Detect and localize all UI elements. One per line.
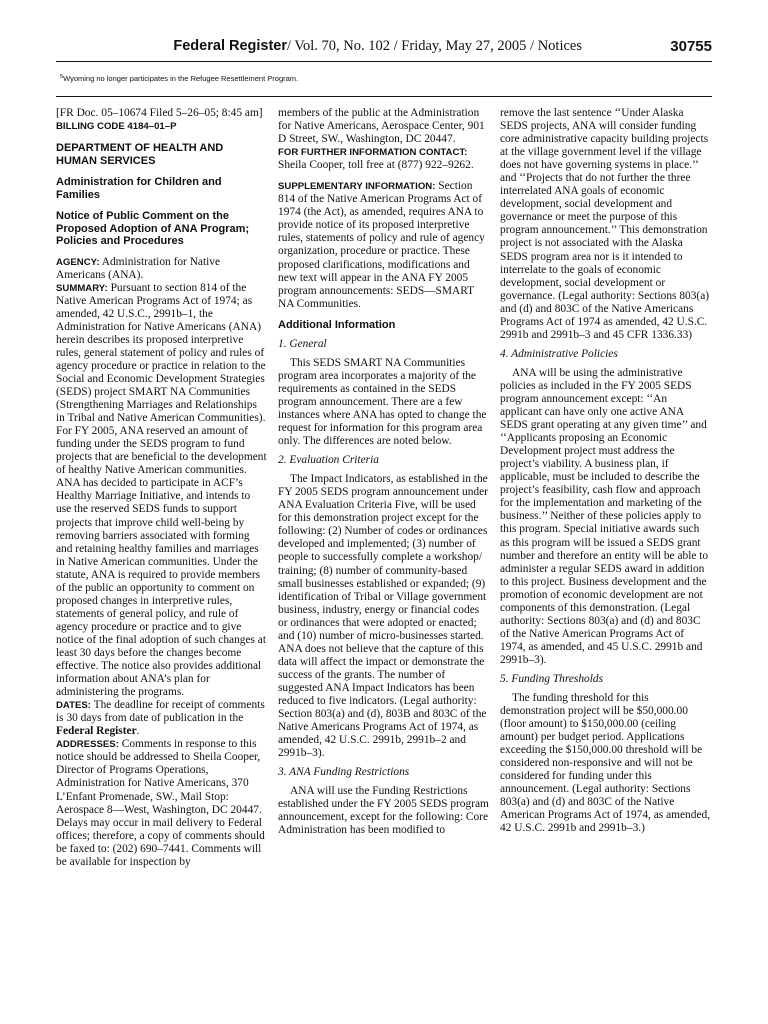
dates-federal-register: Federal Register	[56, 725, 137, 738]
addresses-text: Comments in response to this notice should be addressed to Sheila Cooper, Director of Programs Operations, Administration for Native Americans, 370 L’Enfant Promenade, SW., Mail Stop: Aerospace 8—West, Washington, DC 20447. Delays may occur in mail delivery to Federal offices; therefore, a copy of comments should be faxed to: (202) 690–7441. Comments will be available for inspection by	[56, 738, 265, 868]
dates-label: DATES:	[56, 700, 91, 712]
dates-end: .	[136, 725, 140, 738]
addresses-paragraph	[56, 738, 267, 868]
supplementary-paragraph	[278, 180, 489, 310]
agency-heading: Administration for Children and Families	[56, 176, 222, 201]
section-4-text: ANA will be using the administrative policies as included in the FY 2005 SEDS program announcement except: ‘‘An applicant can have only one active ANA SEDS grant operating at any given time’’ and ‘‘Applicants proposing an Economic Development project must address the project’s viability. A business plan, if applicable, must be included to describe the project’s feasibility, cash flow and approach for the implementation and marketing of the business.’’ Neither of these policies apply to this program. Special initiative awards such as this program will be issued a SEDS grant number and therefore an entity will be able to administer a regular SEDS award in addition to this project. Business development and the promotion of economic development are not components of this demonstration. (Legal authority: Sections 803(a) and (d) and 803C of the Native American Programs Act of 1974, as amended, and 45 U.S.C. 2991b and 2991b–3).	[500, 366, 709, 666]
addresses-label: ADDRESSES:	[56, 739, 119, 751]
section-1-heading: 1. General	[278, 337, 327, 350]
footnote-text: Wyoming no longer participates in the Refugee Resettlement Program.	[63, 74, 299, 83]
header-citation	[56, 38, 582, 55]
issue-meta: / Vol. 70, No. 102 / Friday, May 27, 2005 / Notices	[287, 38, 582, 54]
header-rule	[56, 61, 712, 62]
agency-text: Administration for Native Americans (ANA).	[56, 255, 221, 281]
summary-paragraph	[56, 282, 267, 700]
dates-text: The deadline for receipt of comments is 30 days from date of publication in the	[56, 699, 265, 725]
agency-label: AGENCY:	[56, 256, 100, 268]
section-5-heading: 5. Funding Thresholds	[500, 672, 604, 685]
section-1-text: This SEDS SMART NA Communities program area incorporates a majority of the requirements as contained in the SEDS program announcement. There are a few instances where ANA has opted to change the request for information for this program area only. The differences are noted below.	[278, 356, 487, 448]
footnote-rule	[56, 96, 712, 97]
section-2-text: The Impact Indicators, as established in the FY 2005 SEDS program announcement under ANA Evaluation Criteria Five, will be used for this demonstration project except for the following: (2) Number of codes or ordinances developed and implemented; (3) number of people to successfully complete a workshop/ training; (8) number of community-based small businesses established or expanded; (9) identification of Tribal or Village government business, industry, energy or financial codes or ordinances that were adopted or enacted; and (10) number of micro-businesses started. ANA does not believe that the capture of this data will affect the impact or demonstrate the success of the grants. The number of suggested ANA Impact Indicators has been reduced to five indicators. (Legal authority: Section 803(a) and (d), 803B and 803C of the Native Americans Programs Act of 1974, as amended, 42 U.S.C. 2991b, 2991b–2 and 2991b–3).	[278, 473, 488, 760]
section-5-text: The funding threshold for this demonstration project will be $50,000.00 (floor amount) to $150,000.00 (ceiling amount) per budget period. Applications exceeding the $150,000.00 threshold will be considered non-responsive and will not be considered for funding under this announcement. (Legal authority: Sections 803(a) and (d) and 803C of the Native American Programs Act of 1974, as amended, 42 U.S.C. 2991b and 2991b–3.)	[500, 692, 711, 835]
section-4-heading: 4. Administrative Policies	[500, 347, 618, 360]
summary-text: Pursuant to section 814 of the Native American Programs Act of 1974; as amended, 42 U.S.C., 2991b–1, the Administration for Native Americans (ANA) herein describes its proposed interpretive rules, general statement of policy and rules of agency procedure or practice in relation to the Social and Economic Development Strategies (SEDS) project SMART NA Communities (Strengthening Marriages and Relationships in Tribal and Native American Communities). For FY 2005, ANA reserved an amount of funding under the SEDS program to fund projects that are beneficial to the development of healthy Native American communities. ANA has decided to participate in ACF’s Healthy Marriage Initiative, and intends to use the reserved SEDS funds to support projects that improve child well-being by removing barriers associated with forming and retaining healthy families and marriages in Native American communities. Under the statute, ANA is required to provide members of the public an opportunity to comment on proposed changes in interpretive rules, statements of general policy, and rule of agency procedure or practice and to give notice of the final adoption of such changes at least 30 days before the changes become effective. The notice also provides additional information about ANA’s plan for administering the programs.	[56, 281, 267, 699]
summary-label: SUMMARY:	[56, 282, 108, 294]
page-header	[56, 38, 712, 60]
publication-title: Federal Register	[173, 38, 288, 54]
notice-title: Notice of Public Comment on the Proposed Adoption of ANA Program; Policies and Procedures	[56, 210, 250, 248]
footnote-mark: 5	[60, 74, 64, 80]
contact-text: Sheila Cooper, toll free at (877) 922–9262.	[278, 159, 474, 172]
additional-info-heading: Additional Information	[278, 318, 396, 331]
column-2	[278, 107, 489, 837]
column-1	[56, 107, 267, 869]
contact-continuation: members of the public at the Administration for Native Americans, Aerospace Center, 901 D Street, SW., Washington, DC 20447.	[278, 107, 485, 146]
contact-paragraph	[278, 146, 489, 172]
footnote	[60, 74, 298, 83]
section-3-heading: 3. ANA Funding Restrictions	[278, 766, 410, 779]
contact-label: FOR FURTHER INFORMATION CONTACT:	[278, 147, 468, 159]
section-2-heading: 2. Evaluation Criteria	[278, 454, 379, 467]
supplementary-label: SUPPLEMENTARY INFORMATION:	[278, 181, 436, 193]
section-3-continuation: remove the last sentence ‘‘Under Alaska SEDS projects, ANA will consider funding core administrative capacity building projects at the village government level if the village does not have governing systems in place.’’ and ‘‘Projects that do not further the three interrelated ANA goals of economic development, social development and governance or meet the purpose of this program announcement.’’ This demonstration project is not associated with the Alaska SEDS program area nor is it intended to interrelate to the goals of economic development, social development or governance. (Legal authority: Sections 803(a) and (d) and 803C of the Native Americans Programs Act of 1974 as amended, 42 U.S.C. 2991b and 2991b–3 and 45 CFR 1336.33)	[500, 107, 710, 341]
column-3	[500, 107, 711, 836]
section-3-text: ANA will use the Funding Restrictions established under the FY 2005 SEDS program announcement, except for the following: Core Administration has been modified to	[278, 785, 489, 837]
agency-paragraph	[56, 256, 267, 282]
page-number: 30755	[670, 38, 712, 55]
supplementary-text: Section 814 of the Native American Programs Act of 1974 (the Act), as amended, requires ANA to provide notice of its proposed interpretive rules, statements of policy and rule of agency organization, procedure or practice. These proposed clarifications, modifications and new text will appear in the ANA FY 2005 program announcements: SEDS—SMART NA Communities.	[278, 180, 485, 310]
billing-code: BILLING CODE 4184–01–P	[56, 121, 177, 133]
fr-doc-line: [FR Doc. 05–10674 Filed 5–26–05; 8:45 am]	[56, 107, 263, 119]
department-heading: DEPARTMENT OF HEALTH AND HUMAN SERVICES	[56, 142, 224, 167]
dates-paragraph	[56, 699, 267, 738]
